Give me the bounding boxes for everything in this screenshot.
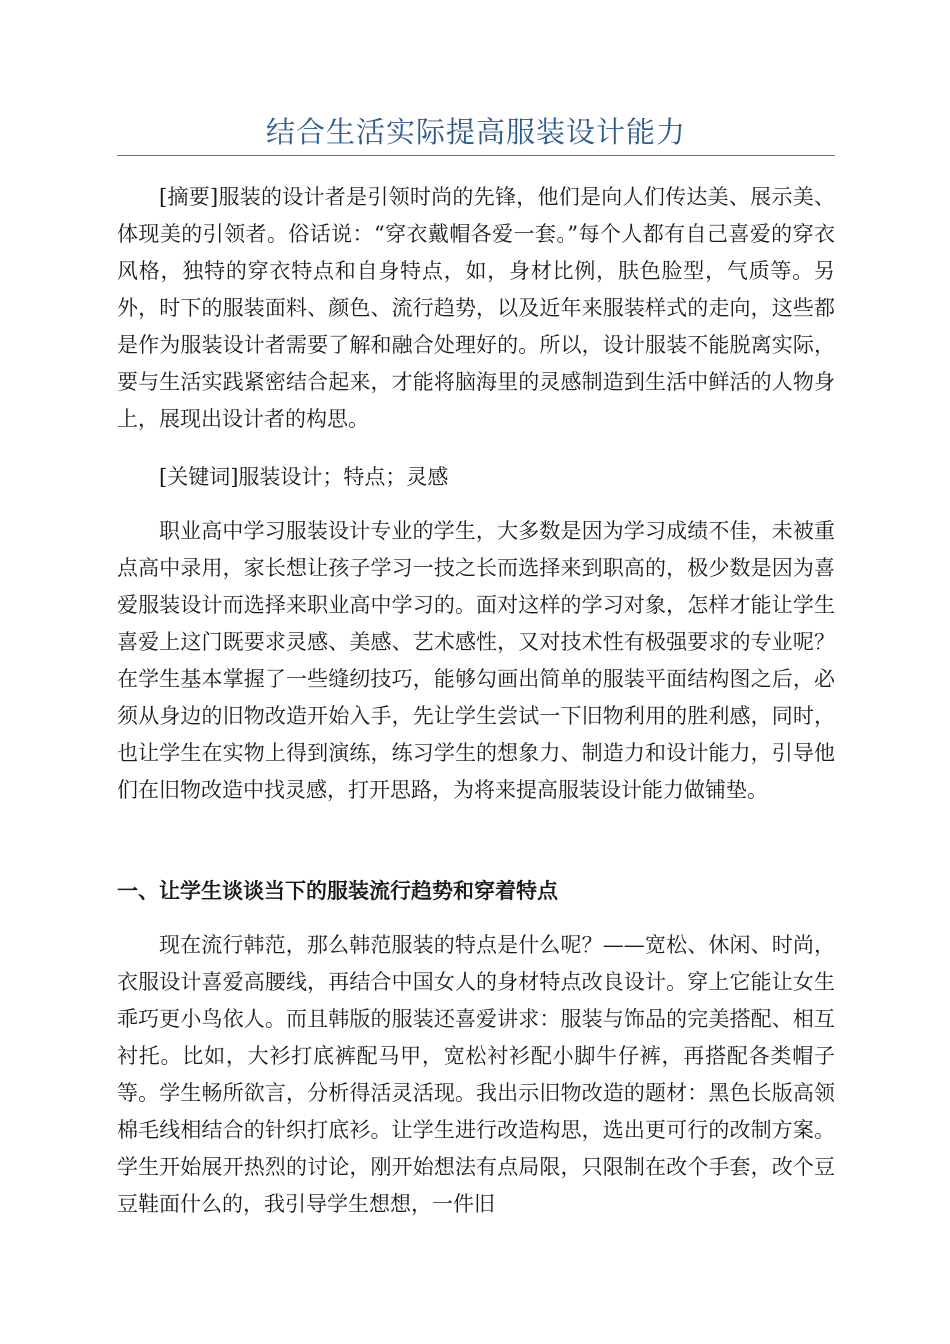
document-title: 结合生活实际提高服装设计能力 — [265, 115, 686, 149]
section-paragraph: 现在流行韩范，那么韩范服装的特点是什么呢？——宽松、休闲、时尚，衣服设计喜爱高腰线，再结合中国女人的身材特点改良设计。穿上它能让女生乖巧更小鸟依人。而且韩版的服装还喜爱讲求：服装与饰品的完美搭配、相互衬托。比如，大衫打底裤配马甲，宽松衬衫配小脚牛仔裤，再搭配各类帽子等。学生畅所欲言，分析得活灵活现。我出示旧物改造的题材：黑色长版高领棉毛线相结合的针织打底衫。让学生进行改造构思，选出更可行的改制方案。学生开始展开热烈的讨论，刚开始想法有点局限，只限制在改个手套，改个豆豆鞋面什么的，我引导学生想想，一件旧 — [117, 933, 835, 1216]
abstract-paragraph: [摘要]服装的设计者是引领时尚的先锋，他们是向人们传达美、展示美、体现美的引领者。俗话说：“穿衣戴帽各爱一套。”每个人都有自己喜爱的穿衣风格，独特的穿衣特点和自身特点，如，身材比例，肤色脸型，气质等。另外，时下的服装面料、颜色、流行趋势，以及近年来服装样式的走向，这些都是作为服装设计者需要了解和融合处理好的。所以，设计服装不能脱离实际，要与生活实践紧密结合起来，才能将脑海里的灵感制造到生活中鲜活的人物身上，展现出设计者的构思。 — [117, 185, 835, 431]
keywords-paragraph: [关键词]服装设计；特点；灵感 — [159, 465, 449, 489]
section-heading: 一、让学生谈谈当下的服装流行趋势和穿着特点 — [117, 879, 558, 903]
intro-paragraph: 职业高中学习服装设计专业的学生，大多数是因为学习成绩不佳，未被重点高中录用，家长想让孩子学习一技之长而选择来到职高的，极少数是因为喜爱服装设计而选择来职业高中学习的。面对这样的学习对象，怎样才能让学生喜爱上这门既要求灵感、美感、艺术感性，又对技术性有极强要求的专业呢？在学生基本掌握了一些缝纫技巧，能够勾画出简单的服装平面结构图之后，必须从身边的旧物改造开始入手，先让学生尝试一下旧物利用的胜利感，同时，也让学生在实物上得到演练，练习学生的想象力、制造力和设计能力，引导他们在旧物改造中找灵感，打开思路，为将来提高服装设计能力做铺垫。 — [117, 519, 835, 802]
title-underline — [117, 155, 835, 156]
